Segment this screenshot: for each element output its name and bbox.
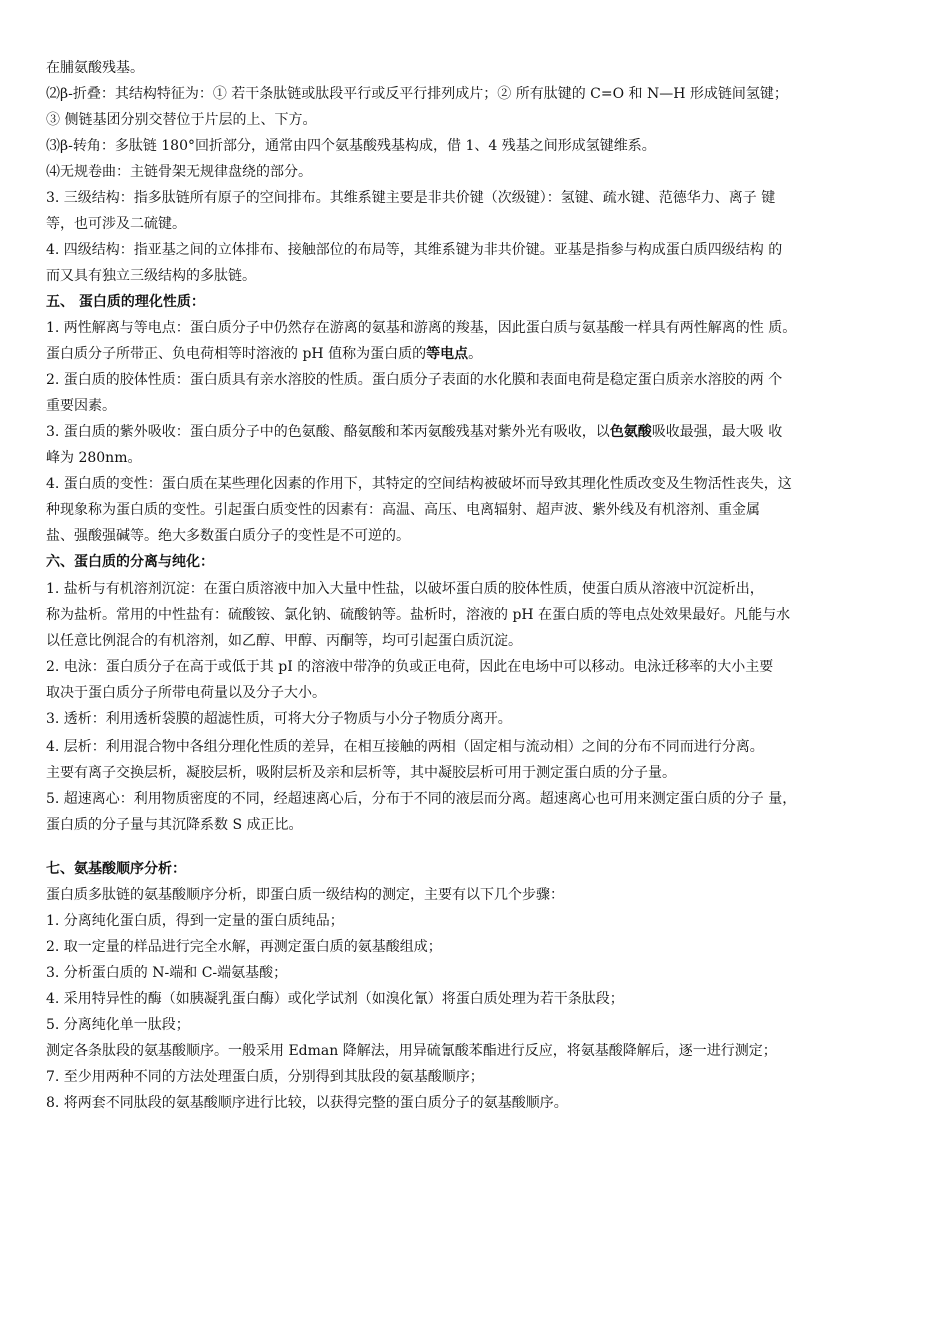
text-line: 以任意比例混合的有机溶剂，如乙醇、甲醇、丙酮等，均可引起蛋白质沉淀。 [46,633,522,649]
text-line: 而又具有独立三级结构的多肽链。 [46,268,256,284]
text-line: 称为盐析。常用的中性盐有：硫酸铵、氯化钠、硫酸钠等。盐析时，溶液的 pH 在蛋白质的等电点处效果最好。凡能与水 [46,607,791,623]
list-item: 1. 分离纯化蛋白质，得到一定量的蛋白质纯品； [46,913,344,929]
text-line: 4. 四级结构：指亚基之间的立体排布、接触部位的布局等，其维系键为非共价键。亚基是指参与构成蛋白质四级结构 的 [46,242,783,258]
bold-term: 色氨酸 [609,424,652,440]
text-line: 2. 电泳：蛋白质分子在高于或低于其 pI 的溶液中带净的负或正电荷，因此在电场中可以移动。电泳迁移率的大小主要 [46,659,774,675]
section-heading: 六、蛋白质的分离与纯化： [46,554,214,570]
text-line: 蛋白质的分子量与其沉降系数 S 成正比。 [46,817,303,833]
text-line: 种现象称为蛋白质的变性。引起蛋白质变性的因素有：高温、高压、电离辐射、超声波、紫外线及有机溶剂、重金属 [46,502,760,518]
text-line: 主要有离子交换层析，凝胶层析，吸附层析及亲和层析等，其中凝胶层析可用于测定蛋白质的分子量。 [46,765,676,781]
text-line: ⑶β-转角：多肽链 180°回折部分，通常由四个氨基酸残基构成，借 1、4 残基之间形成氢键维系。 [46,138,656,154]
text-line: 取决于蛋白质分子所带电荷量以及分子大小。 [46,685,326,701]
text-line: 1. 两性解离与等电点：蛋白质分子中仍然存在游离的氨基和游离的羧基，因此蛋白质与氨基酸一样具有两性解离的性 质。 [46,320,797,336]
text-line: ⑵β-折叠：其结构特征为：① 若干条肽链或肽段平行或反平行排列成片；② 所有肽键的 C=O 和 N—H 形成链间氢键； [46,86,788,102]
text-line: 峰为 280nm。 [46,450,142,466]
text-line: 4. 层析：利用混合物中各组分理化性质的差异，在相互接触的两相（固定相与流动相）之间的分布不同而进行分离。 [46,739,764,755]
text-segment: 3. 蛋白质的紫外吸收：蛋白质分子中的色氨酸、酪氨酸和苯丙氨酸残基对紫外光有吸收，以 [46,424,610,440]
list-item: 2. 取一定量的样品进行完全水解，再测定蛋白质的氨基酸组成； [46,939,442,955]
list-item: 5. 分离纯化单一肽段； [46,1017,190,1033]
text-line: 2. 蛋白质的胶体性质：蛋白质具有亲水溶胶的性质。蛋白质分子表面的水化膜和表面电荷是稳定蛋白质亲水溶胶的两 个 [46,372,783,388]
text-line: ③ 侧链基团分别交替位于片层的上、下方。 [46,112,317,128]
text-line: 盐、强酸强碱等。绝大多数蛋白质分子的变性是不可逆的。 [46,528,410,544]
text-line [46,345,910,363]
text-line: 3. 透析：利用透析袋膜的超滤性质，可将大分子物质与小分子物质分离开。 [46,711,512,727]
section-heading: 五、 蛋白质的理化性质： [46,294,205,310]
text-line: ⑷无规卷曲：主链骨架无规律盘绕的部分。 [46,164,312,180]
text-segment: 吸收最强，最大吸 收 [651,424,783,440]
text-line: 5. 超速离心：利用物质密度的不同，经超速离心后，分布于不同的液层而分离。超速离心也可用来测定蛋白质的分子 量， [46,791,797,807]
section-heading: 七、氨基酸顺序分析： [46,861,186,877]
text-line: 3. 三级结构：指多肽链所有原子的空间排布。其维系键主要是非共价键（次级键）：氢键、疏水键、范德华力、离子 键 [46,190,776,206]
text-segment: 蛋白质分子所带正、负电荷相等时溶液的 pH 值称为蛋白质的 [46,346,427,362]
list-item: 7. 至少用两种不同的方法处理蛋白质，分别得到其肽段的氨基酸顺序； [46,1069,484,1085]
list-item: 3. 分析蛋白质的 N-端和 C-端氨基酸； [46,965,288,981]
text-line: 等，也可涉及二硫键。 [46,216,186,232]
list-item: 测定各条肽段的氨基酸顺序。一般采用 Edman 降解法，用异硫氰酸苯酯进行反应，将氨基酸降解后，逐一进行测定； [46,1043,777,1059]
list-item: 8. 将两套不同肽段的氨基酸顺序进行比较，以获得完整的蛋白质分子的氨基酸顺序。 [46,1095,568,1111]
text-line: 在脯氨酸残基。 [46,60,144,76]
text-line: 1. 盐析与有机溶剂沉淀：在蛋白质溶液中加入大量中性盐，以破坏蛋白质的胶体性质，使蛋白质从溶液中沉淀析出， [46,581,764,597]
text-line: 4. 蛋白质的变性：蛋白质在某些理化因素的作用下，其特定的空间结构被破坏而导致其理化性质改变及生物活性丧失，这 [46,476,792,492]
list-item: 4. 采用特异性的酶（如胰凝乳蛋白酶）或化学试剂（如溴化氰）将蛋白质处理为若干条肽段； [46,991,624,1007]
text-line: 重要因素。 [46,398,116,414]
bold-term: 等电点 [426,346,469,362]
text-line [46,423,910,441]
text-line: 蛋白质多肽链的氨基酸顺序分析，即蛋白质一级结构的测定，主要有以下几个步骤： [46,887,564,903]
text-segment: 。 [468,346,483,362]
